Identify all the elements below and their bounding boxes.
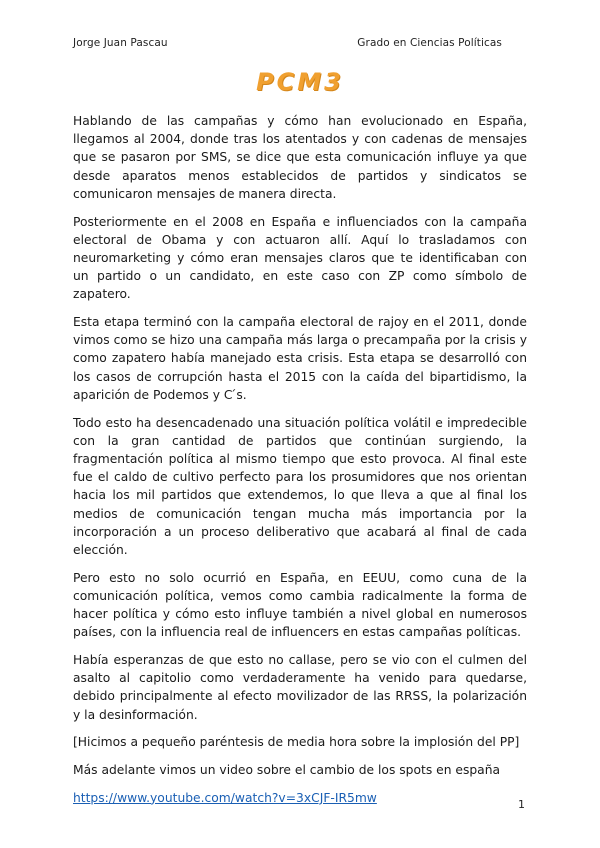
paragraph-4: Todo esto ha desencadenado una situación política volátil e impredecible con la gran cantidad de partidos que continúan surgiendo, la fragmentación política al mismo tiempo que esto provoca. Al final este fue el caldo de cultivo perfecto para los prosumidores que nos orientan hacia los mil partidos que extendemos, lo que lleva a que al final los medios de comunicación tengan mucha más importancia por la incorporación a un proceso deliberativo que acabará al final de cada elección. [73, 415, 527, 557]
paragraph-6: Había esperanzas de que esto no callase, pero se vio con el culmen del asalto al capitolio como verdaderamente ha venido para quedarse, debido principalmente al efecto movilizador de las RRSS, la polarización y la desinformación. [73, 652, 527, 722]
youtube-link[interactable]: https://www.youtube.com/watch?v=3xCJF-IR5mw [73, 790, 377, 805]
header-degree: Grado en Ciencias Políticas [357, 37, 502, 49]
link-paragraph [73, 789, 527, 807]
document-body [73, 112, 527, 816]
page-number: 1 [518, 798, 525, 811]
paragraph-8: Más adelante vimos un video sobre el cambio de los spots en españa [73, 763, 501, 777]
header-author: Jorge Juan Pascau [73, 37, 168, 49]
document-title: PCM3 [256, 68, 344, 96]
paragraph-5: Pero esto no solo ocurrió en España, en EEUU, como cuna de la comunicación política, vemos como cambia radicalmente la forma de hacer política y cómo esto influye también a nivel global en numerosos países, con la influencia real de influencers en estas campañas políticas. [73, 570, 527, 640]
paragraph-3: Esta etapa terminó con la campaña electoral de rajoy en el 2011, donde vimos como se hizo una campaña más larga o precampaña por la crisis y como zapatero había manejado esta crisis. Esta etapa se desarrolló con los casos de corrupción hasta el 2015 con la caída del bipartidismo, la aparición de Podemos y C ́s. [73, 315, 527, 402]
paragraph-2: Posteriormente en el 2008 en España e influenciados con la campaña electoral de Obama y con actuaron allí. Aquí lo trasladamos con neuromarketing y cómo eran mensajes claros que te identificaban con un partido o un candidato, en este caso con ZP como símbolo de zapatero. [73, 214, 527, 302]
paragraph-1: Hablando de las campañas y cómo han evolucionado en España, llegamos al 2004, donde tras los atentados y con cadenas de mensajes que se pasaron por SMS, se dice que esta comunicación influye ya que desde aparatos menos establecidos de partidos y sindicatos se comunicaron mensajes de manera directa. [73, 114, 527, 201]
paragraph-7: [Hicimos a pequeño paréntesis de media hora sobre la implosión del PP] [73, 735, 520, 750]
page-header [73, 37, 502, 49]
